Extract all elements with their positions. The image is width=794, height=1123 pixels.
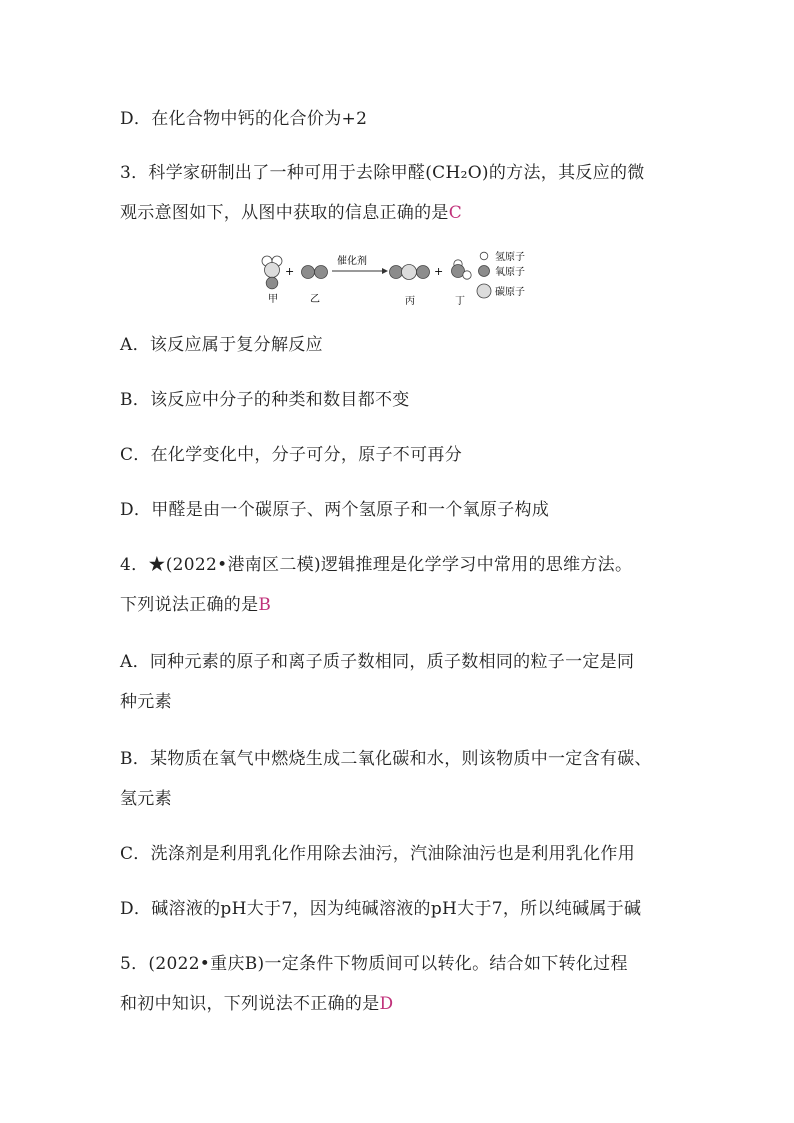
reaction-diagram <box>255 247 545 309</box>
arrow-head-icon <box>382 268 388 274</box>
q3-answer: C <box>448 203 463 223</box>
label-bing: 丙 <box>405 296 415 307</box>
q4-stem-text: 下列说法正确的是 <box>120 595 259 615</box>
q5-answer: D <box>379 994 394 1014</box>
legend-oxygen: 氧原子 <box>495 267 525 278</box>
label-yi: 乙 <box>310 294 320 305</box>
legend-hydrogen: 氢原子 <box>495 252 525 263</box>
q3-stem-line1: 3．科学家研制出了一种可用于去除甲醛(CH₂O)的方法，其反应的微 <box>120 163 645 183</box>
q4-option-a-line2: 种元素 <box>120 692 172 712</box>
q5-stem-line1: 5．(2022•重庆B)一定条件下物质间可以转化。结合如下转化过程 <box>120 954 628 974</box>
catalyst-label: 催化剂 <box>337 256 367 267</box>
legend-carbon: 碳原子 <box>495 287 525 298</box>
q3-stem-text: 观示意图如下，从图中获取的信息正确的是 <box>120 203 449 223</box>
plus-sign-2: + <box>434 265 444 278</box>
q4-option-b-line2: 氢元素 <box>120 789 172 809</box>
q4-answer: B <box>258 595 272 615</box>
molecule-bing <box>390 265 430 280</box>
molecule-yi <box>302 266 328 279</box>
q5-stem-line2 <box>120 993 393 1015</box>
q3-option-d: D．甲醛是由一个碳原子、两个氢原子和一个氧原子构成 <box>120 500 550 520</box>
legend-hydrogen-icon <box>480 252 488 260</box>
q2-option-d: D．在化合物中钙的化合价为+2 <box>120 109 368 129</box>
q4-option-b-line1: B．某物质在氧气中燃烧生成二氧化碳和水，则该物质中一定含有碳、 <box>120 749 652 769</box>
q3-option-c: C．在化学变化中，分子可分，原子不可再分 <box>120 445 463 465</box>
legend-oxygen-icon <box>479 266 490 277</box>
q3-option-a: A．该反应属于复分解反应 <box>120 335 323 355</box>
label-ding: 丁 <box>455 296 465 307</box>
q3-option-b: B．该反应中分子的种类和数目都不变 <box>120 390 410 410</box>
plus-sign-1: + <box>285 265 295 278</box>
legend-carbon-icon <box>477 284 491 298</box>
q4-option-d: D．碱溶液的pH大于7，因为纯碱溶液的pH大于7，所以纯碱属于碱 <box>120 899 642 919</box>
q4-option-a-line1: A．同种元素的原子和离子质子数相同，质子数相同的粒子一定是同 <box>120 652 635 672</box>
molecule-ding <box>452 260 472 279</box>
molecule-jia <box>262 256 282 289</box>
q3-stem-line2 <box>120 202 462 224</box>
q4-stem-line1: 4．★(2022•港南区二模)逻辑推理是化学学习中常用的思维方法。 <box>120 555 633 575</box>
q4-stem-line2 <box>120 594 271 616</box>
q4-option-c: C．洗涤剂是利用乳化作用除去油污，汽油除油污也是利用乳化作用 <box>120 844 636 864</box>
label-jia: 甲 <box>268 294 278 305</box>
q5-stem-text: 和初中知识，下列说法不正确的是 <box>120 994 380 1014</box>
